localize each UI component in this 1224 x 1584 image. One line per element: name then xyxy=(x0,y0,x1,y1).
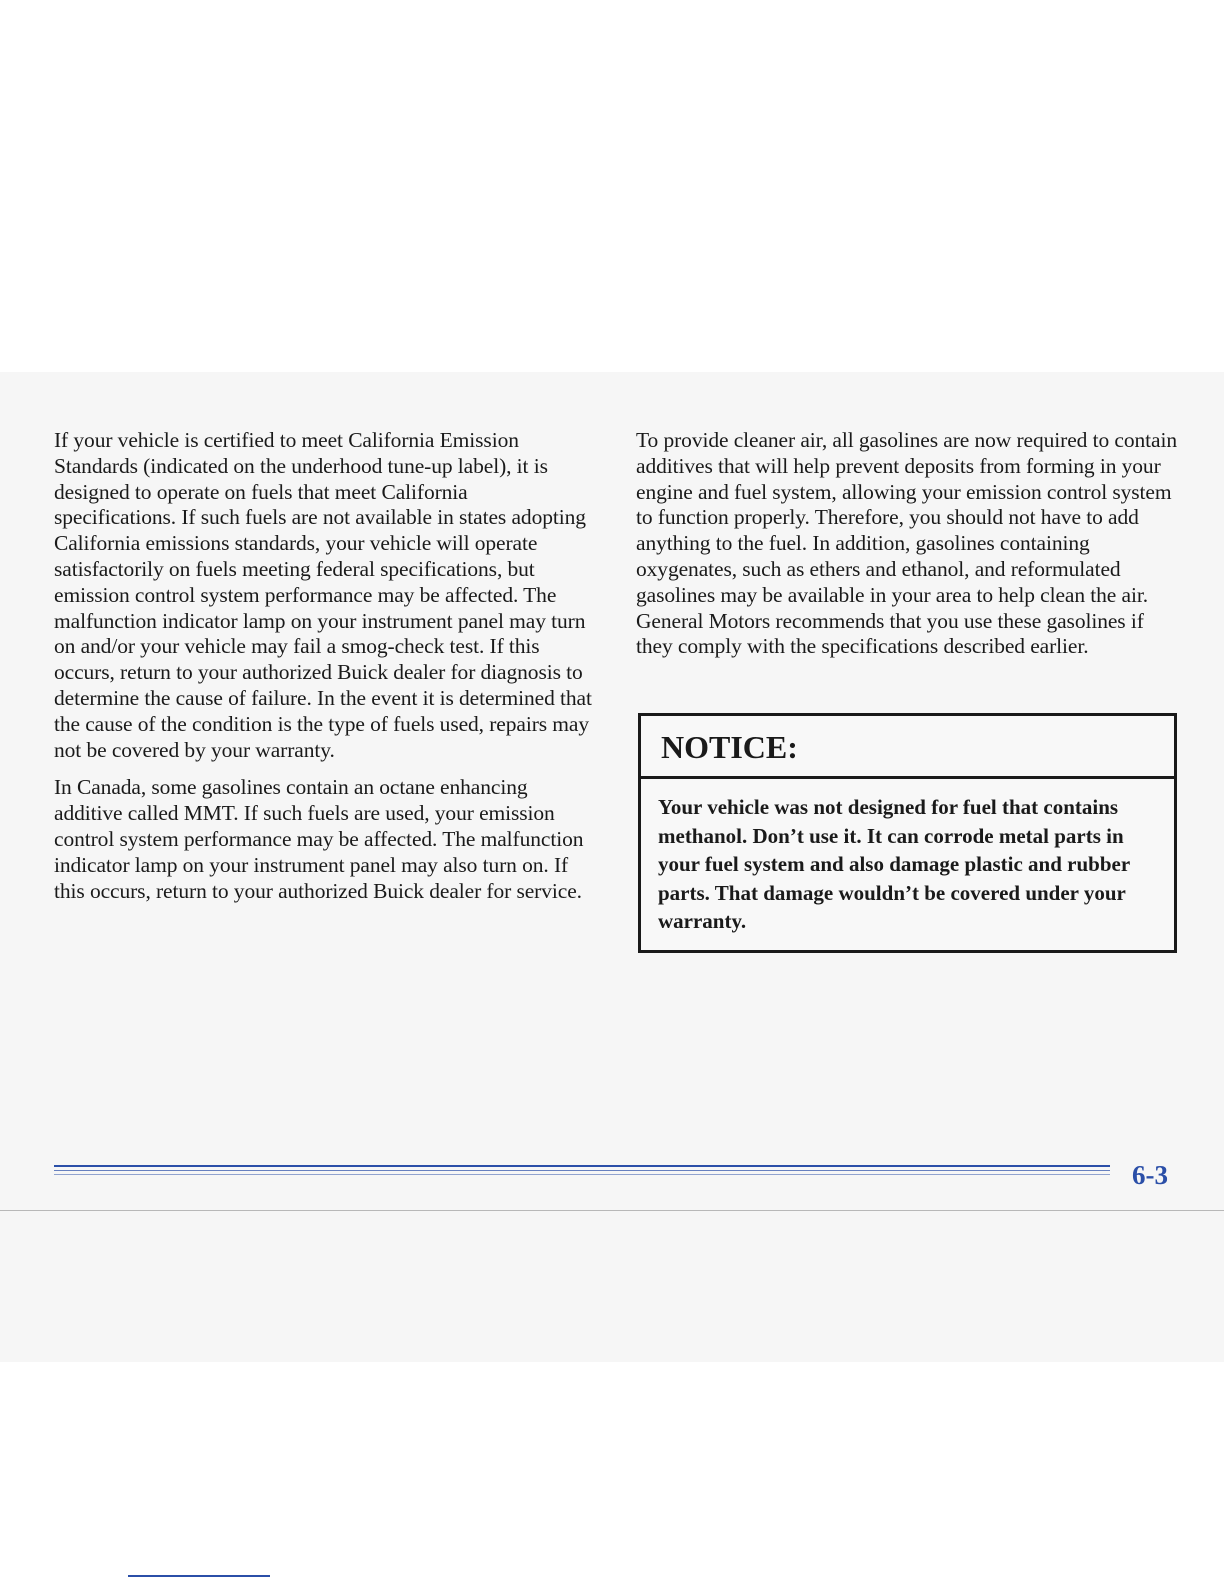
notice-title: NOTICE: xyxy=(641,716,1174,779)
left-column xyxy=(54,428,594,916)
footer-rule-middle xyxy=(54,1170,1110,1171)
page-number: 6-3 xyxy=(1132,1160,1168,1190)
corner-rule xyxy=(128,1575,270,1577)
band-divider-line xyxy=(0,1210,1224,1211)
right-paragraph-cleaner-air: To provide cleaner air, all gasolines are now required to contain additives that will help prevent deposits from forming in your engine and fuel system, allowing your emission control system to function properly. Therefore, you should not have to add anything to the fuel. In addition, gasolines containing oxygenates, such as ethers and ethanol, and reformulated gasolines may be available in your area to help clean the air. General Motors recommends that you use these gasolines if they comply with the specifications described earlier. xyxy=(636,428,1177,659)
footer-rule-lower xyxy=(54,1174,1110,1175)
left-paragraph-california-emissions: If your vehicle is certified to meet California Emission Standards (indicated on the underhood tune-up label), it is designed to operate on fuels that meet California specifications. If such fuels are not available in states adopting California emissions standards, your vehicle will operate satisfactorily on fuels meeting federal specifications, but emission control system performance may be affected. The malfunction indicator lamp on your instrument panel may turn on and/or your vehicle may fail a smog-check test. If this occurs, return to your authorized Buick dealer for diagnosis to determine the cause of failure. In the event it is determined that the cause of the condition is the type of fuels used, repairs may not be covered by your warranty. xyxy=(54,428,592,762)
right-column xyxy=(636,428,1182,672)
left-paragraph-canada-mmt: In Canada, some gasolines contain an octane enhancing additive called MMT. If such fuels are used, your emission control system performance may be affected. The malfunction indicator lamp on your instrument panel may also turn on. If this occurs, return to your authorized Buick dealer for service. xyxy=(54,775,584,903)
notice-box xyxy=(638,713,1177,953)
notice-body: Your vehicle was not designed for fuel that contains methanol. Don’t use it. It can corrode metal parts in your fuel system and also damage plastic and rubber parts. That damage wouldn’t be covered under your warranty. xyxy=(658,795,1130,934)
footer-rule-upper xyxy=(54,1165,1110,1167)
